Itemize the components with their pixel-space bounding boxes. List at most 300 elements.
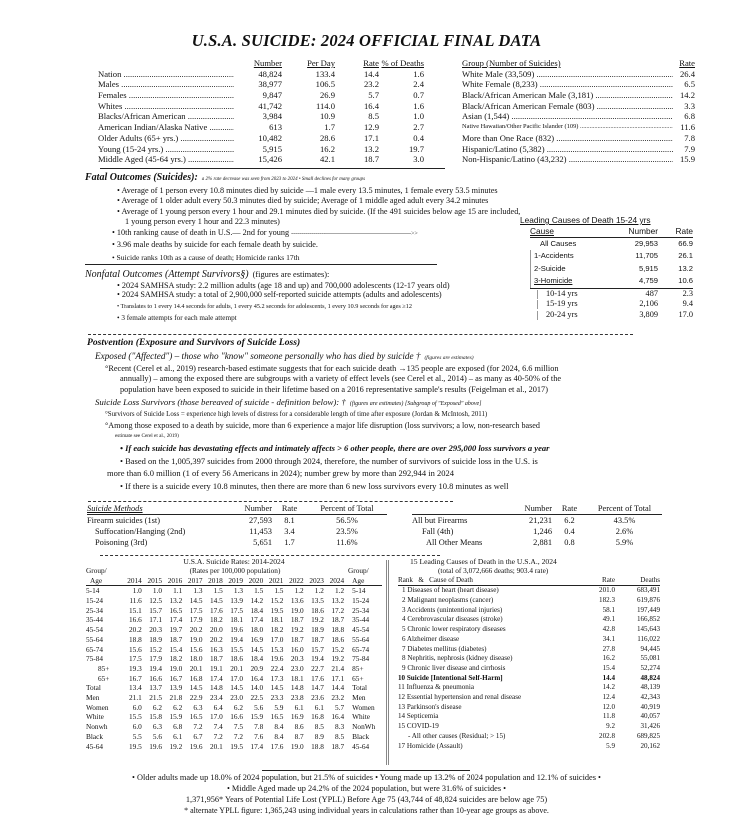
summary-row — [98, 144, 424, 155]
leading-rows — [398, 586, 660, 751]
method-number: 11,453 — [249, 527, 272, 536]
summary-rate: 17.1 — [363, 132, 379, 143]
group-label: Black/African American Male (3,181) ..... — [462, 90, 673, 101]
rate-value: 21.1 — [129, 693, 142, 703]
postvention-heading: Postvention (Exposure and Survivors of Suicide Loss) — [87, 337, 301, 348]
group-rate: 3.3 — [684, 100, 695, 111]
leading-cause-row — [398, 596, 660, 606]
rates-header-row — [86, 576, 382, 586]
footer-line: • Middle Aged made up 24.2% of the 2024 population, but were 31.6% of suicides • — [226, 784, 507, 793]
group-label: Non-Hispanic/Latino (43,232) ..... — [462, 154, 673, 165]
group-label: Native Hawaiian/Other Pacific Islander (109) ..... — [462, 122, 673, 133]
nonfatal-note: (figures are estimates): — [252, 270, 330, 279]
rate-value: 17.4 — [250, 741, 264, 751]
rate-value: 8.4 — [274, 731, 284, 741]
rate-value: 18.7 — [290, 615, 304, 625]
young-cause-row — [530, 263, 693, 276]
rates-group: Black — [86, 731, 104, 741]
rate-value: 17.0 — [230, 673, 243, 683]
leading-cause: 3 Accidents (unintentional injuries) — [402, 605, 503, 614]
summary-pct: 1.6 — [413, 100, 424, 111]
method-rate: 6.2 — [564, 516, 575, 525]
leading-rate: 201.0 — [599, 586, 615, 595]
rate-value: 20.9 — [250, 663, 264, 673]
method-number: 2,881 — [533, 538, 552, 547]
rate-value: 18.2 — [169, 654, 183, 664]
young-age-number: 3,809 — [639, 309, 658, 319]
rate-value: 20.3 — [290, 654, 304, 664]
summary-row — [98, 122, 424, 133]
method-number: 1,246 — [533, 527, 552, 536]
rates-group: 65+ — [98, 673, 110, 683]
leading-rate: 15.4 — [602, 663, 615, 672]
year-header: 2014 — [127, 575, 142, 585]
rate-value: 5.6 — [254, 702, 264, 712]
rate-value: 1.0 — [152, 586, 163, 596]
leading-deaths: 197,449 — [636, 605, 660, 614]
summary-rows — [98, 69, 424, 165]
exposed-note: (figures are estimates) — [424, 355, 474, 361]
rate-value: 14.2 — [250, 596, 264, 606]
leading-header-rate: Rate — [602, 575, 615, 584]
rate-value: 18.7 — [331, 615, 345, 625]
group-rate: 11.6 — [680, 122, 695, 133]
summary-per-day: 10.9 — [319, 111, 335, 122]
divider — [88, 334, 633, 335]
leading-cause-row — [398, 742, 660, 752]
rate-value: 16.7 — [169, 673, 183, 683]
young-header-row — [530, 226, 693, 238]
rate-value: 18.0 — [189, 654, 203, 664]
rate-value: 6.0 — [132, 702, 142, 712]
rate-value: 23.2 — [331, 693, 345, 703]
rate-value: 23.8 — [290, 693, 304, 703]
rate-value: 18.7 — [209, 654, 223, 664]
young-age-row — [530, 310, 700, 321]
rate-value: 19.1 — [209, 663, 223, 673]
rate-value: 17.9 — [149, 654, 163, 664]
rate-value: 16.4 — [250, 673, 264, 683]
rate-value: 18.6 — [331, 634, 345, 644]
summary-per-day: 106.5 — [315, 79, 335, 90]
summary-per-day: 114.0 — [315, 100, 335, 111]
summary-row — [98, 101, 424, 112]
rate-value: 16.0 — [290, 644, 304, 654]
rate-value: 15.7 — [311, 644, 324, 654]
nonfatal-title: Nonfatal Outcomes (Attempt Survivors§) — [85, 269, 249, 280]
footer-line: 1,371,956* Years of Potential Life Lost (YPLL) Before Age 75 (43,744 of 48,824 suicides are below age 75) — [185, 795, 548, 804]
rate-value: 13.9 — [169, 683, 183, 693]
rate-value: 6.0 — [132, 722, 142, 732]
rate-value: 20.0 — [209, 625, 223, 635]
leading-deaths: 52,274 — [640, 663, 660, 672]
leading-cause: 7 Diabetes mellitus (diabetes) — [402, 644, 487, 653]
summary-per-day: 1.7 — [324, 122, 335, 133]
leading-rate: 182.3 — [599, 596, 615, 605]
summary-pct: 2.4 — [413, 79, 424, 90]
summary-number: 41,742 — [258, 100, 282, 111]
summary-rate: 13.2 — [363, 143, 379, 154]
methods-table-left — [87, 503, 387, 548]
rate-value: 5.5 — [132, 731, 142, 741]
rate-value: 1.2 — [335, 586, 345, 596]
rate-value: 19.2 — [311, 615, 324, 625]
rate-value: 7.5 — [233, 722, 243, 732]
young-number: 5,915 — [638, 263, 658, 273]
rates-row — [86, 664, 382, 674]
rate-value: 16.8 — [189, 673, 203, 683]
method-rate: 1.7 — [284, 538, 295, 547]
rate-value: 17.3 — [270, 673, 284, 683]
rate-value: 8.4 — [274, 722, 284, 732]
leading-deaths: 55,081 — [640, 654, 660, 663]
leading-cause-row — [398, 625, 660, 635]
rates-group: Total — [86, 683, 101, 693]
footer-line: • Older adults made up 18.0% of 2024 population, but 21.5% of suicides • Young made up 13.2% of 2024 population and 12.1% of suicides • — [132, 773, 601, 782]
rate-value: 1.5 — [213, 586, 223, 596]
rate-value: 1.2 — [314, 586, 324, 596]
group-rate: 7.8 — [684, 132, 695, 143]
group-rates-table — [462, 58, 695, 165]
method-pct: 43.5% — [613, 516, 636, 525]
rate-value: 16.8 — [311, 712, 324, 722]
method-label: All but Firearms — [412, 516, 468, 525]
leading-cause: 6 Alzheimer disease — [402, 634, 460, 643]
summary-pct: 3.0 — [413, 154, 424, 165]
exposed-line: annually) – among the exposed there are subgroups with a variety of effect levels (see Cerel et al., 2014) – as many as 40-50% of the — [120, 374, 562, 384]
rate-value: 14.8 — [290, 683, 304, 693]
rate-value: 7.6 — [254, 731, 264, 741]
rate-value: 18.1 — [230, 615, 243, 625]
rate-value: 19.7 — [169, 625, 183, 635]
rates-row — [86, 625, 382, 635]
summary-number: 3,984 — [262, 111, 282, 122]
young-leading-causes-title — [520, 215, 651, 227]
rate-value: 17.0 — [209, 712, 223, 722]
rates-group-right: 75-84 — [352, 654, 370, 664]
young-cause-row — [530, 250, 693, 263]
rate-value: 14.5 — [189, 596, 203, 606]
postvention-bullet: • If each suicide has devastating effects and intimately affects > 6 other people, there are over 295,000 loss survivors a year — [120, 443, 550, 453]
summary-number: 9,847 — [262, 90, 282, 101]
nonfatal-bullet: • 2024 SAMHSA study: 2.2 million adults (age 18 and up) and 700,000 adolescents (12-17 years old) — [117, 281, 450, 290]
year-header: 2021 — [268, 575, 284, 585]
rate-value: 16.5 — [169, 605, 183, 615]
leading-cause: 1 Diseases of heart (heart disease) — [402, 586, 499, 595]
rates-group-right: 65+ — [352, 673, 364, 683]
rates-grid — [86, 576, 382, 752]
group-rows — [462, 69, 695, 165]
group-rate: 26.4 — [679, 68, 695, 79]
young-leading-causes-table — [530, 226, 700, 320]
rate-value: 19.0 — [290, 605, 304, 615]
young-rate: 26.1 — [678, 251, 693, 261]
leading-cause-row — [398, 693, 660, 703]
leading-cause: 2 Malignant neoplasms (cancer) — [402, 596, 494, 605]
rate-value: 1.0 — [132, 586, 142, 596]
young-leading-causes-title-text: Leading Causes of Death 15-24 yrs — [520, 215, 651, 225]
methods-header-row — [87, 503, 387, 515]
leading-rate: 49.1 — [602, 615, 615, 624]
young-cause-row — [530, 238, 693, 251]
leading-cause-row — [398, 732, 660, 742]
leading-cause-row — [398, 683, 660, 693]
group-row — [462, 111, 695, 122]
rate-value: 11.6 — [129, 596, 142, 606]
leading-rate: 14.2 — [602, 683, 615, 692]
leading-cause: 12 Essential hypertension and renal disease — [398, 693, 522, 702]
rate-value: 8.9 — [314, 731, 324, 741]
summary-pct: 1.6 — [413, 68, 424, 79]
rates-age-header: Age — [90, 575, 103, 585]
row-bar — [537, 300, 546, 309]
leading-cause-row — [398, 703, 660, 713]
rates-row — [86, 596, 382, 606]
young-age-rate: 9.4 — [682, 299, 693, 309]
summary-per-day: 16.2 — [319, 143, 335, 154]
header-pct-deaths: % of Deaths — [381, 58, 424, 68]
year-header: 2022 — [289, 575, 304, 585]
nonfatal-bullet: • 3 female attempts for each male attempt — [117, 314, 237, 322]
leading-header-row — [398, 576, 660, 586]
rates-group: 45-64 — [86, 741, 104, 751]
group-rate: 7.9 — [684, 143, 695, 154]
rate-value: 19.5 — [230, 741, 243, 751]
summary-pct: 0.7 — [413, 90, 424, 101]
fatal-bullet-cont: 1 young person every 1 hour and 22.3 minutes) — [125, 217, 280, 227]
rates-title: U.S.A. Suicide Rates: 2014-2024 — [183, 557, 285, 566]
method-row — [87, 526, 387, 537]
leading-cause-row — [398, 722, 660, 732]
summary-pct: 1.0 — [413, 111, 424, 122]
rate-value: 15.1 — [129, 605, 142, 615]
rate-value: 14.5 — [250, 644, 264, 654]
rate-value: 18.6 — [230, 654, 243, 664]
summary-row — [98, 79, 424, 90]
rates-row — [86, 732, 382, 742]
rates-group-right: 45-54 — [352, 625, 370, 635]
rates-group: 25-34 — [86, 605, 104, 615]
method-rate: 0.4 — [564, 527, 575, 536]
rate-value: 6.1 — [173, 731, 183, 741]
postvention-bullet-cont: more than 6.0 million (1 of every 56 Americans in 2024); number grew by more than 292,944 in 2024 — [107, 468, 455, 478]
leading-cause-row — [398, 645, 660, 655]
summary-per-day: 28.6 — [319, 132, 335, 143]
leading-cause-row — [398, 654, 660, 664]
rate-value: 15.9 — [169, 712, 183, 722]
summary-row — [98, 133, 424, 144]
summary-label: Nation ..... — [98, 69, 234, 80]
young-age-group: 10-14 yrs — [546, 288, 578, 298]
rate-value: 15.5 — [129, 712, 142, 722]
rate-value: 20.2 — [189, 625, 203, 635]
method-pct: 2.6% — [615, 527, 634, 536]
methods-right-rows — [412, 515, 662, 549]
summary-label: Females ..... — [98, 90, 234, 101]
rate-value: 17.0 — [270, 634, 284, 644]
divider — [262, 770, 470, 771]
group-row — [462, 122, 695, 133]
leading-rate: 12.4 — [602, 693, 615, 702]
leading-grid — [398, 576, 660, 752]
rate-value: 19.2 — [331, 654, 345, 664]
leading-cause-row — [398, 664, 660, 674]
rates-row — [86, 712, 382, 722]
rates-row — [86, 645, 382, 655]
year-header: 2017 — [187, 575, 203, 585]
rates-subheader — [86, 566, 382, 575]
summary-stats-table — [98, 58, 424, 165]
rate-value: 5.9 — [274, 702, 284, 712]
rate-value: 15.4 — [169, 644, 183, 654]
rate-value: 16.5 — [189, 712, 203, 722]
summary-header-spacer — [98, 58, 234, 69]
summary-per-day: 42.1 — [319, 154, 335, 165]
methods-header-rate: Rate — [281, 504, 298, 513]
rate-value: 8.5 — [314, 722, 324, 732]
leading-header-cause: Cause of Death — [429, 575, 473, 584]
rate-value: 7.8 — [254, 722, 264, 732]
method-row — [412, 515, 662, 527]
group-row — [462, 154, 695, 165]
rate-value: 17.4 — [250, 615, 264, 625]
exposed-line: °Recent (Cerel et al., 2019) research-based estimate suggests that for each suicide death →135 people are exposed (for 2024, 6.6 million — [105, 364, 559, 373]
rates-group-right: 85+ — [352, 663, 364, 673]
rate-value: 7.2 — [193, 722, 203, 732]
summary-number: 15,426 — [258, 154, 282, 165]
summary-number: 48,824 — [258, 68, 282, 79]
methods-header-spacer — [412, 503, 502, 515]
rate-value: 17.5 — [129, 654, 142, 664]
method-number: 27,593 — [248, 516, 272, 525]
rates-row — [86, 722, 382, 732]
rate-value: 15.2 — [270, 596, 284, 606]
fatal-bullet: • 3.96 male deaths by suicide for each female death by suicide. — [112, 240, 318, 249]
rate-value: 6.2 — [173, 702, 183, 712]
rate-value: 23.3 — [270, 693, 284, 703]
rate-value: 19.6 — [189, 741, 203, 751]
fatal-bullet: • Average of 1 older adult every 50.3 minutes died by suicide; Average of 1 middle aged adult every 34.2 minutes — [117, 196, 489, 206]
method-label: Poisoning (3rd) — [95, 538, 148, 547]
rates-group-right: White — [352, 712, 370, 722]
rate-value: 6.1 — [314, 702, 324, 712]
group-row — [462, 79, 695, 90]
fatal-outcomes-heading — [85, 170, 365, 186]
rate-value: 22.5 — [250, 693, 264, 703]
group-rate: 14.2 — [679, 90, 695, 101]
nonfatal-bullet: • Translates to 1 every 14.4 seconds for adults, 1 every 45.2 seconds for adolescents, 1 every 10.9 seconds for ages ≥12 — [117, 303, 412, 310]
nonfatal-bullet: • 2024 SAMHSA study: a total of 2,900,000 self-reported suicide attempts (adults and adolescents) — [117, 290, 442, 299]
method-rate: 8.1 — [284, 516, 295, 525]
leading-cause-row — [398, 586, 660, 596]
rate-value: 1.1 — [173, 586, 183, 596]
rate-value: 23.4 — [209, 693, 223, 703]
summary-label: Middle Aged (45-64 yrs.) ..... — [98, 154, 234, 165]
group-row — [462, 69, 695, 80]
leading-deaths: 48,824 — [640, 673, 660, 682]
header-group: Group (Number of Suicides) — [462, 58, 561, 68]
summary-per-day: 133.4 — [315, 68, 335, 79]
rate-value: 16.6 — [230, 712, 243, 722]
rates-group-right: 15-24 — [352, 596, 370, 606]
young-cause: 2-Suicide — [530, 263, 610, 276]
leading-causes-table — [398, 557, 725, 751]
leading-rate: 27.8 — [602, 644, 615, 653]
rate-value: 18.8 — [331, 625, 345, 635]
young-age-number: 487 — [645, 288, 658, 298]
leading-deaths: 683,491 — [636, 586, 660, 595]
rate-value: 18.8 — [311, 741, 324, 751]
header-number: Number — [253, 58, 282, 68]
summary-pct: 2.7 — [413, 122, 424, 133]
leading-cause: 5 Chronic lower respiratory diseases — [402, 625, 506, 634]
rates-group-label-right: Group/ — [348, 566, 369, 576]
divider — [100, 555, 440, 556]
rate-value: 17.6 — [270, 741, 284, 751]
rate-value: 6.8 — [173, 722, 183, 732]
rates-row — [86, 683, 382, 693]
leading-rate: 16.2 — [602, 654, 615, 663]
rate-value: 15.5 — [230, 644, 243, 654]
rates-row — [86, 615, 382, 625]
rate-value: 22.9 — [189, 693, 203, 703]
rate-value: 18.2 — [270, 625, 284, 635]
rate-value: 16.6 — [149, 673, 163, 683]
rate-value: 13.6 — [290, 596, 304, 606]
summary-number: 10,482 — [258, 132, 282, 143]
leading-header-amp: & — [418, 575, 424, 584]
rates-group: Men — [86, 693, 100, 703]
rates-group: Nonwh — [86, 722, 108, 732]
young-header-cause: Cause — [530, 226, 554, 236]
rates-group-right: Total — [352, 683, 368, 693]
rate-value: 23.0 — [290, 663, 304, 673]
rate-value: 19.4 — [230, 634, 243, 644]
rate-value: 14.5 — [209, 596, 223, 606]
young-age-row — [530, 299, 700, 310]
leading-deaths: 619,876 — [636, 596, 660, 605]
leading-subtitle: (total of 3,072,666 deaths; 903.4 rate) — [438, 566, 549, 576]
rate-value: 8.7 — [294, 731, 304, 741]
young-number: 29,953 — [634, 238, 658, 248]
rate-value: 19.3 — [129, 663, 142, 673]
method-pct: 56.5% — [336, 516, 358, 525]
rate-value: 19.6 — [230, 625, 243, 635]
summary-label: Young (15-24 yrs.) ..... — [98, 144, 234, 155]
rates-group-right: Men — [352, 693, 366, 703]
young-age-rate: 2.3 — [682, 288, 693, 298]
leading-deaths: 42,343 — [640, 693, 660, 702]
young-cause-row — [530, 275, 693, 289]
header-group-rate: Rate — [679, 58, 695, 68]
rates-group: White — [86, 712, 104, 722]
group-label: Hispanic/Latino (5,382) ..... — [462, 144, 673, 155]
rate-value: 6.3 — [152, 722, 163, 732]
leading-cause: 9 Chronic liver disease and cirrhosis — [402, 663, 506, 672]
leading-cause: 15 COVID-19 — [398, 722, 439, 731]
rates-group-right: 25-34 — [352, 605, 370, 615]
rate-value: 18.1 — [290, 673, 304, 683]
rate-value: 18.7 — [331, 741, 345, 751]
fatal-outcomes-note: a 2% rate decrease was seen from 2023 to 2024 • Small declines for many groups — [201, 177, 366, 182]
summary-row — [98, 90, 424, 101]
leading-rate: 12.0 — [602, 702, 615, 711]
rate-value: 17.5 — [189, 605, 203, 615]
leading-deaths: 689,825 — [636, 731, 660, 740]
young-header-number: Number — [628, 226, 658, 236]
summary-pct: 0.4 — [413, 132, 424, 143]
summary-row — [98, 154, 424, 165]
